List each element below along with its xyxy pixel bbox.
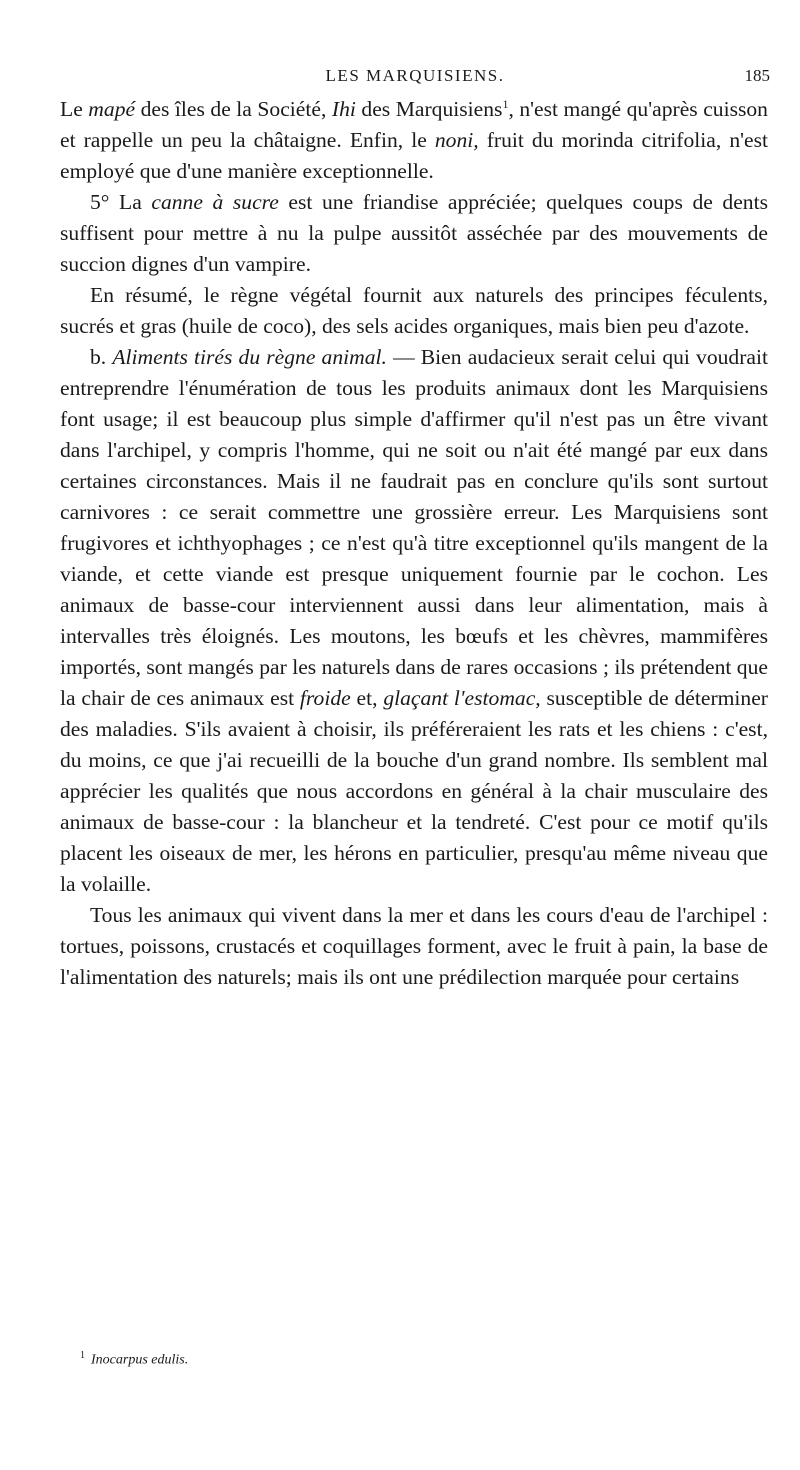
text-run: — Bien audacieux serait celui qui voudrait entreprendre l'énumération de tous les produits animaux dont les Marquisiens font usage; il est beaucoup plus simple d'affirmer qu'il n'est pas un être vivant dans l'archipel, y compris l'homme, qui ne soit ou n'ait été mangé par eux dans certaines circonstances. Mais il ne faudrait pas en conclure qu'ils sont surtout carnivores : ce serait commettre une grossière erreur. Les Marquisiens sont frugivores et ichthyophages ; ce n'est qu'à titre exceptionnel qu'ils mangent de la viande, et cette viande est presque uniquement fournie par le cochon. Les animaux de basse-cour interviennent aussi dans leur alimentation, mais à intervalles très éloignés. Les moutons, les bœufs et les chèvres, mammifères importés, sont mangés par les naturels dans de rares occasions ; ils prétendent que la chair de ces animaux est [60, 345, 768, 710]
text-run: 5° La [90, 190, 152, 214]
text-run: En résumé, le règne végétal fournit aux naturels des principes féculents, sucrés et gras (huile de coco), des sels acides organiques, mais bien peu d'azote. [60, 283, 768, 338]
page-number: 185 [744, 66, 770, 85]
footnote-reference: 1 [502, 96, 509, 111]
footnote-marker: 1 [80, 1350, 85, 1361]
text-run: , n'est mangé qu'après cuisson et rappelle un peu la châtaigne. Enfin, le [60, 97, 768, 152]
text-run: b. [90, 345, 113, 369]
italic-term: canne à sucre [151, 190, 279, 214]
paragraph-animaux-de-mer [60, 900, 768, 993]
paragraph-canne-a-sucre [60, 187, 768, 280]
footnote-text: Inocarpus edulis. [91, 1352, 189, 1368]
italic-term: glaçant l'estomac, [383, 686, 541, 710]
text-run: susceptible de déterminer des maladies. S'ils avaient à choisir, ils préféreraient les rats et les chiens : c'est, du moins, ce que j'ai recueilli de la bouche d'un grand nombre. Ils semblent mal apprécier les qualités que nous accordons en général à la chair musculaire des animaux de basse-cour : la blancheur et la tendreté. C'est pour ce motif qu'ils placent les oiseaux de mer, les hérons en particulier, presqu'au même niveau que la volaille. [60, 686, 768, 896]
text-run: est une friandise appréciée; quelques coups de dents suffisent pour mettre à nu la pulpe aussitôt asséchée par des mouvements de succion dignes d'un vampire. [60, 190, 768, 276]
text-run: Le [60, 97, 89, 121]
section-heading: Aliments tirés du règne animal. [112, 345, 387, 369]
text-run: des îles de la Société, [135, 97, 332, 121]
italic-term: Ihi [331, 97, 356, 121]
running-head [60, 66, 770, 92]
footnote [80, 1350, 188, 1369]
text-run: des Marquisiens [355, 97, 503, 121]
text-run: Tous les animaux qui vivent dans la mer et dans les cours d'eau de l'archipel : tortues, poissons, crustacés et coquillages forment, avec le fruit à pain, la base de l'alimentation des naturels; mais ils ont une prédilection marquée pour certains [60, 903, 768, 989]
body-text [60, 94, 768, 993]
running-title: LES MARQUISIENS. [325, 66, 505, 85]
text-run: fruit du morinda citrifolia, n'est employé que d'une manière exceptionnelle. [60, 128, 768, 183]
paragraph-resume [60, 280, 768, 342]
italic-term: noni, [434, 128, 479, 152]
paragraph-regne-animal [60, 342, 768, 900]
text-run: et, [350, 686, 384, 710]
paragraph-mape [60, 94, 768, 187]
italic-term: mapé [88, 97, 136, 121]
italic-term: froide [299, 686, 351, 710]
